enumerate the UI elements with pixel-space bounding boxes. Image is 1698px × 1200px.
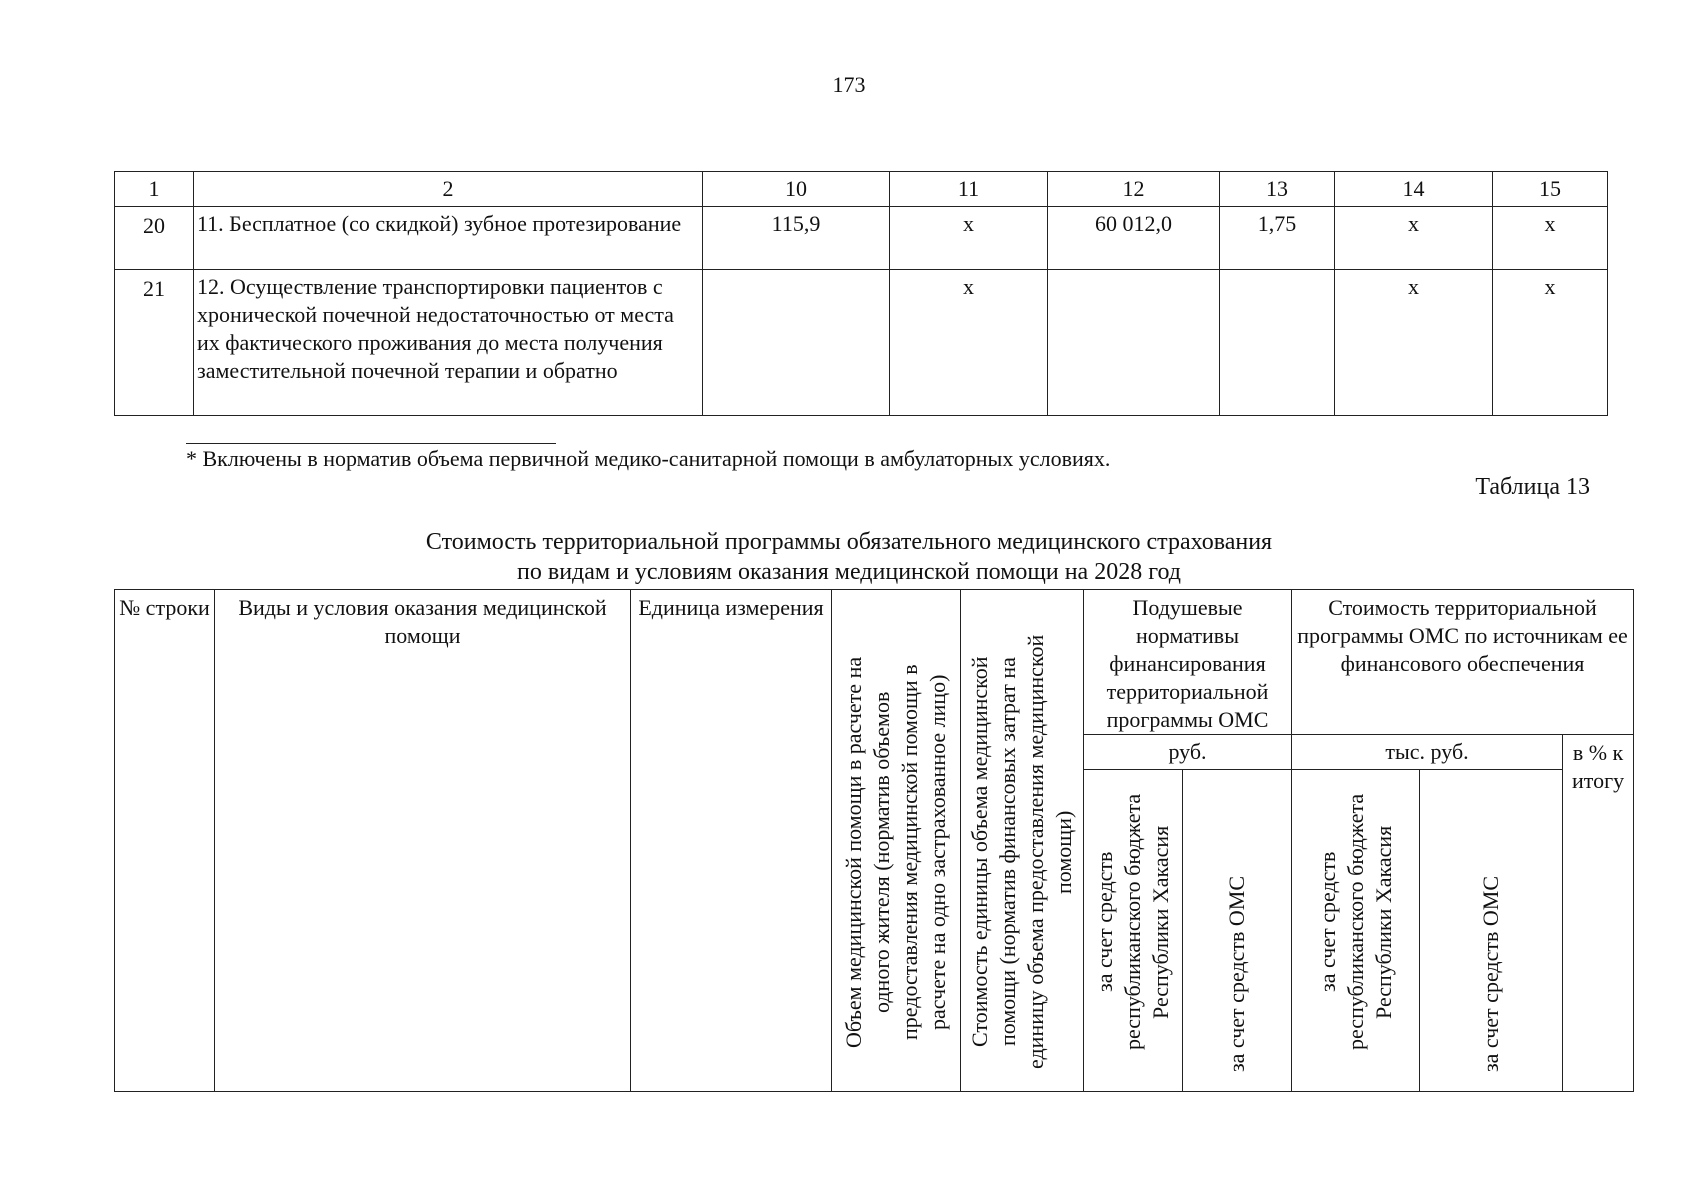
table-title bbox=[0, 527, 1698, 587]
unit-thousand-rub: тыс. руб. bbox=[1292, 735, 1563, 770]
cell-value: х bbox=[1335, 207, 1493, 270]
cell-value: х bbox=[1493, 270, 1608, 416]
footnote-divider bbox=[186, 443, 556, 444]
continuation-table bbox=[114, 171, 1608, 416]
header-volume-text: Объем медицинской помощи в расчете на одного жителя (норматив объемов предоставления медицинской помощи в расчете на одно застрахованное лицо) bbox=[841, 656, 950, 1048]
column-number: 14 bbox=[1335, 172, 1493, 207]
header-cost-unit-text: Стоимость единицы объема медицинской помощи (норматив финансовых затрат на единицу объема предоставления медицинской помощи) bbox=[967, 634, 1076, 1070]
row-number: 21 bbox=[115, 270, 194, 416]
row-name: 11. Бесплатное (со скидкой) зубное протезирование bbox=[194, 207, 703, 270]
cell-value: х bbox=[890, 270, 1048, 416]
cell-value: х bbox=[890, 207, 1048, 270]
header-unit: Единица измерения bbox=[631, 590, 832, 1092]
cell-value: 60 012,0 bbox=[1048, 207, 1220, 270]
cell-value bbox=[703, 270, 890, 416]
cell-value: х bbox=[1493, 207, 1608, 270]
table-label: Таблица 13 bbox=[1475, 474, 1590, 500]
unit-rub: руб. bbox=[1084, 735, 1292, 770]
row-name: 12. Осуществление транспортировки пациентов с хронической почечной недостаточностью от места их фактического проживания до места получения заместительной почечной терапии и обратно bbox=[194, 270, 703, 416]
sub-oms-thousand bbox=[1420, 770, 1563, 1092]
column-number: 2 bbox=[194, 172, 703, 207]
cell-value: х bbox=[1335, 270, 1493, 416]
cell-value: 115,9 bbox=[703, 207, 890, 270]
sub-budget-rub-text: за счет средств республиканского бюджета Республики Хакасия bbox=[1092, 793, 1173, 1051]
header-row-number: № строки bbox=[115, 590, 215, 1092]
header-per-capita: Подушевые нормативы финансирования территориальной программы ОМС bbox=[1084, 590, 1292, 735]
table-row bbox=[115, 270, 1608, 416]
cell-value: 1,75 bbox=[1220, 207, 1335, 270]
header-cost-program: Стоимость территориальной программы ОМС по источникам ее финансового обеспечения bbox=[1292, 590, 1634, 735]
table-title-line: по видам и условиям оказания медицинской помощи на 2028 год bbox=[517, 559, 1181, 585]
column-number: 13 bbox=[1220, 172, 1335, 207]
page-number: 173 bbox=[832, 72, 866, 97]
sub-budget-rub bbox=[1084, 770, 1183, 1092]
header-cost-unit bbox=[961, 590, 1084, 1092]
column-number: 1 bbox=[115, 172, 194, 207]
header-kinds: Виды и условия оказания медицинской помощи bbox=[215, 590, 631, 1092]
cell-value bbox=[1220, 270, 1335, 416]
table-row bbox=[115, 207, 1608, 270]
column-number: 12 bbox=[1048, 172, 1220, 207]
unit-percent: в % к итогу bbox=[1563, 735, 1634, 1092]
footnote: * Включены в норматив объема первичной медико-санитарной помощи в амбулаторных условиях. bbox=[186, 446, 1111, 471]
column-number: 11 bbox=[890, 172, 1048, 207]
sub-oms-thousand-text: за счет средств ОМС bbox=[1478, 875, 1504, 1072]
cost-table-header bbox=[114, 589, 1634, 1092]
sub-budget-thousand bbox=[1292, 770, 1420, 1092]
sub-oms-rub bbox=[1183, 770, 1292, 1092]
column-number-row bbox=[115, 172, 1608, 207]
header-volume bbox=[832, 590, 961, 1092]
table-title-line: Стоимость территориальной программы обязательного медицинского страхования bbox=[425, 529, 1273, 555]
row-number: 20 bbox=[115, 207, 194, 270]
cell-value bbox=[1048, 270, 1220, 416]
column-number: 10 bbox=[703, 172, 890, 207]
sub-budget-thousand-text: за счет средств республиканского бюджета Республики Хакасия bbox=[1314, 793, 1396, 1051]
column-number: 15 bbox=[1493, 172, 1608, 207]
sub-oms-rub-text: за счет средств ОМС bbox=[1224, 875, 1249, 1072]
